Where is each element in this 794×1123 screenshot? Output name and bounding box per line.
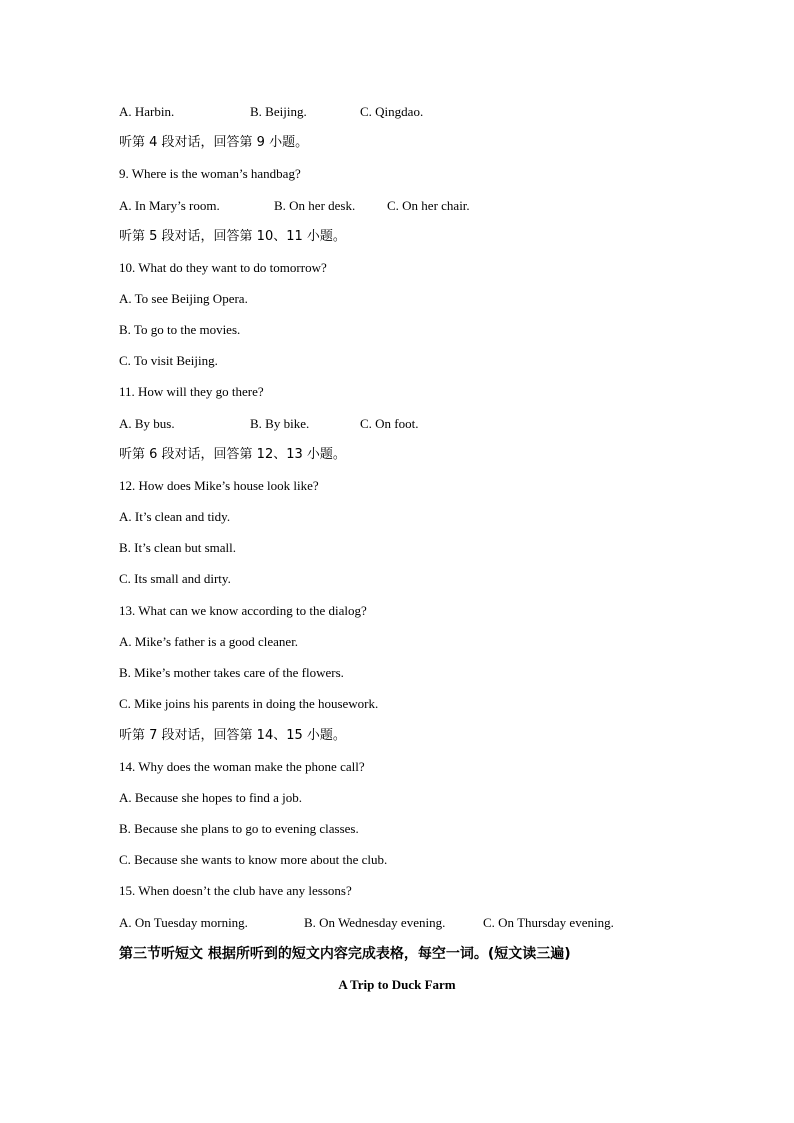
q15-option-c: C. On Thursday evening. [483,915,614,930]
q14-question: 14. Why does the woman make the phone call? [119,759,365,774]
q8-option-b: B. Beijing. [250,104,307,119]
q9-question: 9. Where is the woman’s handbag? [119,166,301,181]
q9-option-c: C. On her chair. [387,198,470,213]
q11-option-a: A. By bus. [119,416,175,431]
q9-option-a: A. In Mary’s room. [119,198,220,213]
q11-question: 11. How will they go there? [119,384,264,399]
passage-title: A Trip to Duck Farm [338,977,456,992]
q12-option-c: C. Its small and dirty. [119,571,231,586]
q13-option-b: B. Mike’s mother takes care of the flowers. [119,665,344,680]
q10-option-b: B. To go to the movies. [119,322,241,337]
section-5-instruction: 听第 5 段对话，回答第 10、11 小题。 [119,229,346,244]
q13-question: 13. What can we know according to the dialog? [119,603,367,618]
q8-option-c: C. Qingdao. [360,104,424,119]
q10-option-a: A. To see Beijing Opera. [119,291,248,306]
q10-option-c: C. To visit Beijing. [119,353,218,368]
section-6-instruction: 听第 6 段对话，回答第 12、13 小题。 [119,447,346,462]
q13-option-a: A. Mike’s father is a good cleaner. [119,634,299,649]
q10-question: 10. What do they want to do tomorrow? [119,260,327,275]
q12-question: 12. How does Mike’s house look like? [119,478,319,493]
section-4-instruction: 听第 4 段对话，回答第 9 小题。 [119,135,309,150]
q9-option-b: B. On her desk. [274,198,356,213]
q14-option-b: B. Because she plans to go to evening classes. [119,821,359,836]
q11-option-c: C. On foot. [360,416,419,431]
q13-option-c: C. Mike joins his parents in doing the housework. [119,696,379,711]
q12-option-a: A. It’s clean and tidy. [119,509,231,524]
q8-option-a: A. Harbin. [119,104,175,119]
q15-option-b: B. On Wednesday evening. [304,915,446,930]
section-7-instruction: 听第 7 段对话，回答第 14、15 小题。 [119,728,346,743]
part-3-heading: 第三节听短文 根据所听到的短文内容完成表格，每空一词。(短文读三遍) [119,946,571,962]
q11-option-b: B. By bike. [250,416,310,431]
q14-option-c: C. Because she wants to know more about the club. [119,852,388,867]
q15-option-a: A. On Tuesday morning. [119,915,248,930]
q12-option-b: B. It’s clean but small. [119,540,236,555]
q15-question: 15. When doesn’t the club have any lessons? [119,883,352,898]
q14-option-a: A. Because she hopes to find a job. [119,790,303,805]
